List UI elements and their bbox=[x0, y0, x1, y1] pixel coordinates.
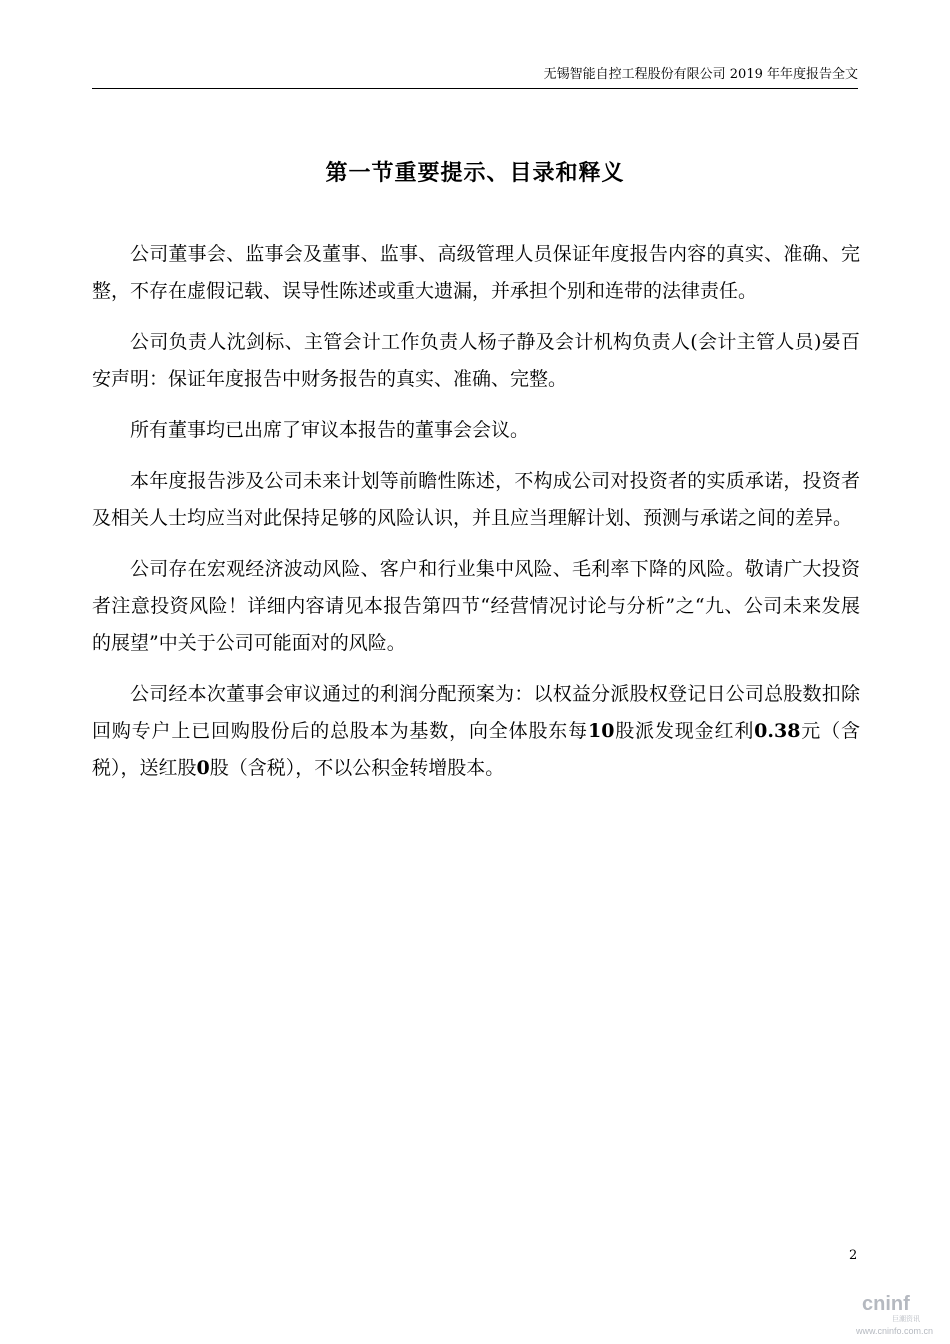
page-number: 2 bbox=[849, 1248, 858, 1263]
section-title: 第一节重要提示、目录和释义 bbox=[325, 160, 625, 186]
paragraph-dividend-plan bbox=[92, 676, 860, 787]
cninfo-watermark-logo bbox=[852, 1288, 944, 1338]
header-divider bbox=[92, 88, 858, 89]
paragraph-responsible-persons: 公司负责人沈剑标、主管会计工作负责人杨子静及会计机构负责人(会计主管人员)晏百安声明：保证年度报告中财务报告的真实、准确、完整。 bbox=[92, 331, 860, 390]
paragraph-directors-attendance: 所有董事均已出席了审议本报告的董事会会议。 bbox=[130, 419, 530, 441]
paragraph-risks: 公司存在宏观经济波动风险、客户和行业集中风险、毛利率下降的风险。敬请广大投资者注意投资风险！详细内容请见本报告第四节“经营情况讨论与分析”之“九、公司未来发展的展望”中关于公司可能面对的风险。 bbox=[92, 558, 860, 654]
document-body bbox=[92, 236, 860, 801]
paragraph-board-guarantee: 公司董事会、监事会及董事、监事、高级管理人员保证年度报告内容的真实、准确、完整，不存在虚假记载、误导性陈述或重大遗漏，并承担个别和连带的法律责任。 bbox=[92, 243, 860, 302]
dividend-text-1: 公司经本次董事会审议通过的利润分配预案为：以权益分派股权登记日公司总股数扣除回购专户上已回购股份后的总股本为基数，向全体股东每 bbox=[92, 683, 860, 742]
dividend-text-4: 股（含税），不以公积金转增股本。 bbox=[209, 757, 505, 779]
document-header: 无锡智能自控工程股份有限公司 2019 年年度报告全文 bbox=[543, 67, 858, 82]
paragraph-forward-looking: 本年度报告涉及公司未来计划等前瞻性陈述，不构成公司对投资者的实质承诺，投资者及相关人士均应当对此保持足够的风险认识，并且应当理解计划、预测与承诺之间的差异。 bbox=[92, 470, 860, 529]
dividend-bonus-shares: 0 bbox=[196, 757, 210, 779]
watermark-brand: cninf bbox=[862, 1293, 910, 1315]
dividend-shares-per: 10 bbox=[588, 720, 615, 742]
dividend-cash-amount: 0.38 bbox=[754, 720, 801, 742]
watermark-url: www.cninfo.com.cn bbox=[856, 1326, 934, 1336]
watermark-brand-cn: 巨潮资讯 bbox=[892, 1315, 920, 1323]
dividend-text-3: 元（含税），送红股 bbox=[92, 720, 860, 779]
dividend-text-2: 股派发现金红利 bbox=[614, 720, 755, 742]
